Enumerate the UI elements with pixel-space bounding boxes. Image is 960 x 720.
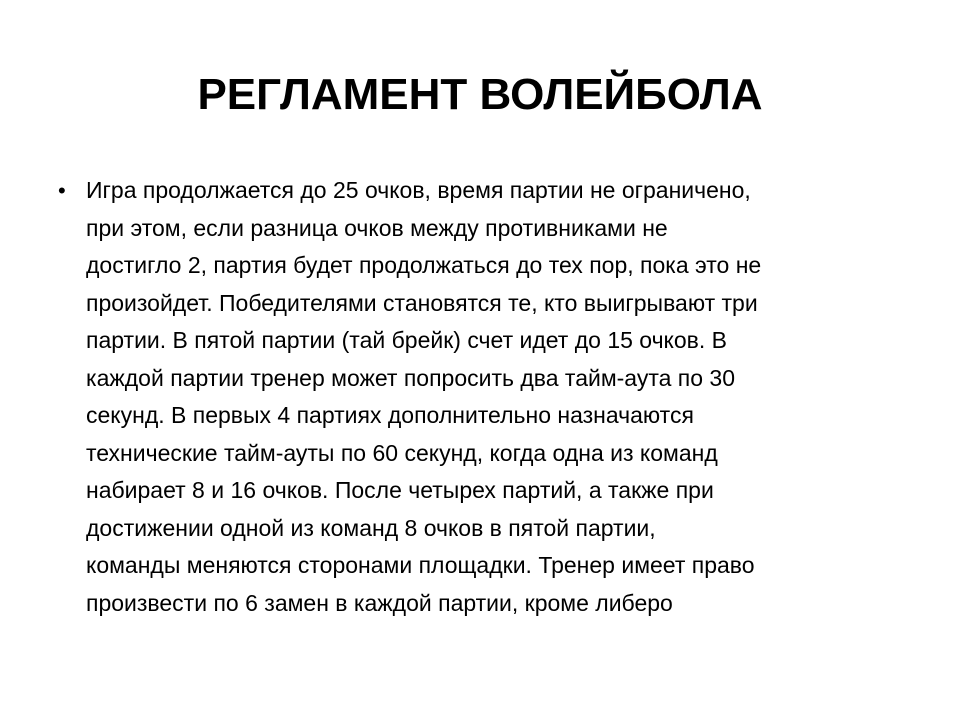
slide-content (54, 172, 914, 622)
bullet-text-line: технические тайм-ауты по 60 секунд, когда одна из команд (86, 439, 718, 466)
bullet-text-line: команды меняются сторонами площадки. Тренер имеет право (86, 552, 755, 578)
bullet-item (54, 172, 914, 622)
bullet-list (54, 172, 914, 622)
bullet-text-line: Игра продолжается до 25 очков, время партии не ограничено, (86, 177, 751, 203)
bullet-icon: • (58, 178, 66, 203)
bullet-text-line: достижении одной из команд 8 очков в пятой партии, (86, 514, 656, 541)
bullet-text-line: при этом, если разница очков между противниками не (86, 214, 668, 241)
bullet-text-line: каждой партии тренер может попросить два тайм-аута по 30 (86, 364, 736, 391)
bullet-text-line: произвести по 6 замен в каждой партии, кроме либеро (86, 589, 673, 616)
bullet-text-line: произойдет. Победителями становятся те, кто выигрывают три (86, 289, 758, 316)
bullet-text-line: набирает 8 и 16 очков. После четырех партий, а также при (86, 477, 714, 503)
bullet-text-line: секунд. В первых 4 партиях дополнительно назначаются (86, 402, 694, 428)
bullet-text-line: партии. В пятой партии (тай брейк) счет идет до 15 очков. В (86, 327, 728, 353)
slide-title: РЕГЛАМЕНТ ВОЛЕЙБОЛА (197, 70, 763, 119)
bullet-text-line: достигло 2, партия будет продолжаться до тех пор, пока это не (86, 252, 762, 278)
